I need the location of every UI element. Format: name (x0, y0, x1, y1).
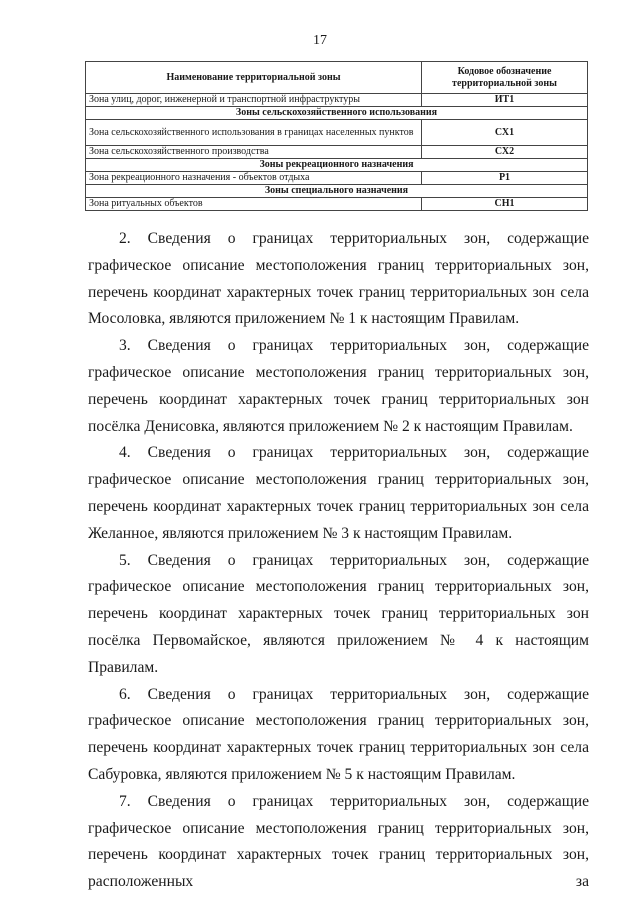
zone-code-cell: Р1 (422, 172, 588, 185)
zone-code-cell: СН1 (422, 198, 588, 211)
section-title: Зоны специального назначения (86, 185, 588, 198)
table-row (86, 198, 588, 211)
zone-name-cell: Зона рекреационного назначения - объектов отдыха (86, 172, 422, 185)
paragraph: 4. Сведения о границах территориальных зон, содержащие графическое описание местоположения границ территориальных зон, перечень координат характерных точек границ территориальных зон села Желанное, являются приложением № 3 к настоящим Правилам. (88, 444, 589, 542)
table-row (86, 120, 588, 146)
zone-name-cell: Зона улиц, дорог, инженерной и транспортной инфраструктуры (86, 94, 422, 107)
table-section-row (86, 159, 588, 172)
table-header-row (86, 62, 588, 94)
zone-code-cell: СХ2 (422, 146, 588, 159)
zone-name-cell: Зона ритуальных объектов (86, 198, 422, 211)
zone-name-cell: Зона сельскохозяйственного использования в границах населенных пунктов (86, 120, 422, 146)
table-row (86, 146, 588, 159)
page-number: 17 (313, 33, 327, 48)
zone-code-cell: ИТ1 (422, 94, 588, 107)
paragraph: 3. Сведения о границах территориальных зон, содержащие графическое описание местоположения границ территориальных зон, перечень координат характерных точек границ территориальных зон посёлка Денисовка, являются приложением № 2 к настоящим Правилам. (88, 337, 589, 435)
section-title: Зоны рекреационного назначения (86, 159, 588, 172)
zone-name-cell: Зона сельскохозяйственного производства (86, 146, 422, 159)
zone-code-cell: СХ1 (422, 120, 588, 146)
column-header-zone-code: Кодовое обозначение территориальной зоны (422, 62, 588, 94)
zones-table (85, 61, 588, 211)
table-row (86, 172, 588, 185)
paragraph: 5. Сведения о границах территориальных зон, содержащие графическое описание местоположения границ территориальных зон, перечень координат характерных точек границ территориальных зон посёлка Первомайское, являются приложением № 4 к настоящим Правилам. (88, 551, 589, 676)
paragraph: 6. Сведения о границах территориальных зон, содержащие графическое описание местоположения границ территориальных зон, перечень координат характерных точек границ территориальных зон села Сабуровка, являются приложением № 5 к настоящим Правилам. (88, 685, 589, 783)
section-title: Зоны сельскохозяйственного использования (86, 107, 588, 120)
table-section-row (86, 185, 588, 198)
paragraph: 7. Сведения о границах территориальных зон, содержащие графическое описание местоположения границ территориальных зон, перечень координат характерных точек границ территориальных зон, расположенных за (88, 792, 589, 891)
table-row (86, 94, 588, 107)
body-text (88, 226, 589, 896)
column-header-zone-name: Наименование территориальной зоны (86, 62, 422, 94)
paragraph: 2. Сведения о границах территориальных зон, содержащие графическое описание местоположения границ территориальных зон, перечень координат характерных точек границ территориальных зон села Мосоловка, являются приложением № 1 к настоящим Правилам. (88, 230, 589, 328)
table-section-row (86, 107, 588, 120)
